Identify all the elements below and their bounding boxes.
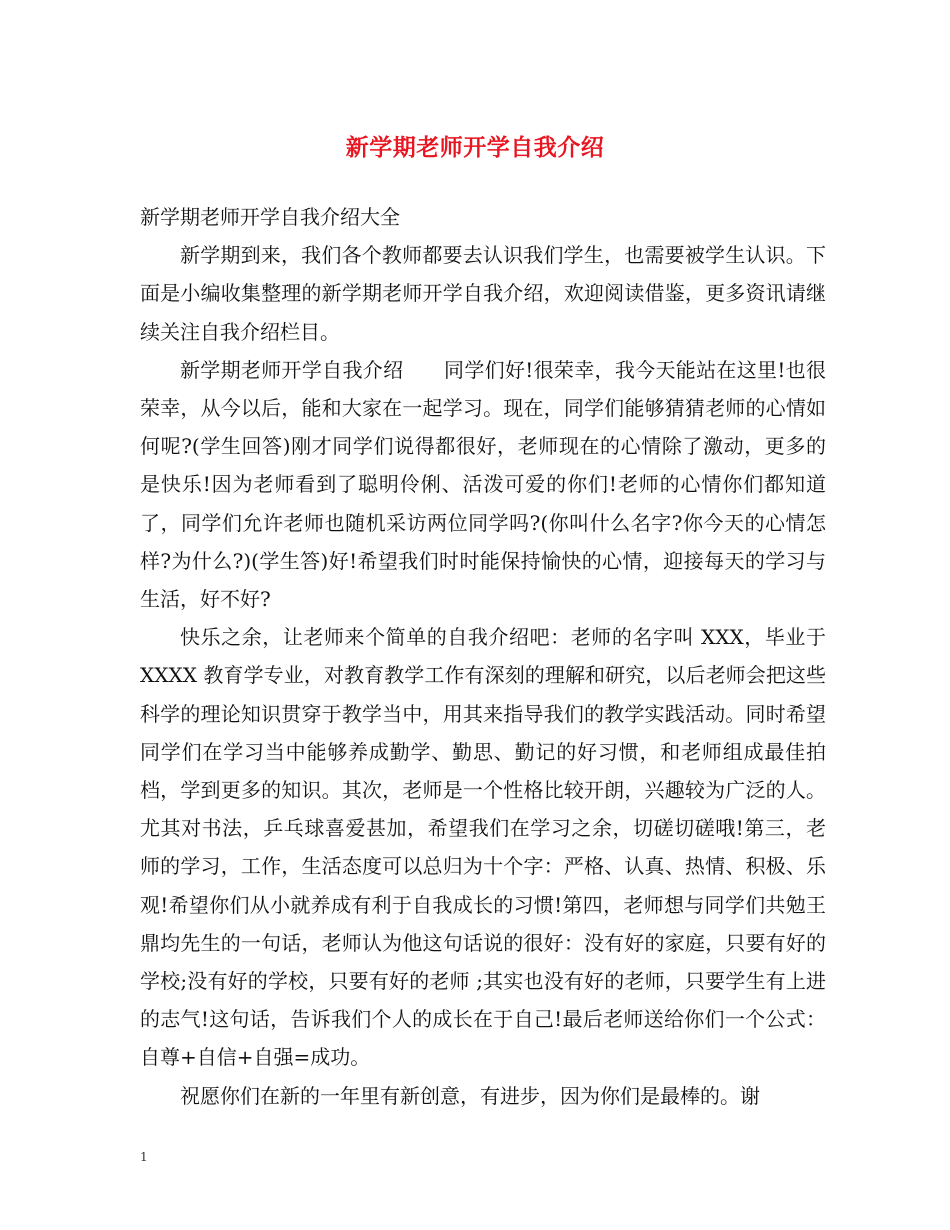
page-number: 1 xyxy=(140,1150,148,1164)
closing-paragraph: 祝愿你们在新的一年里有新创意，有进步，因为你们是最棒的。谢 xyxy=(180,1083,760,1108)
subtitle-paragraph: 新学期老师开学自我介绍大全 xyxy=(140,205,400,229)
document-title: 新学期老师开学自我介绍 xyxy=(345,134,605,161)
greeting-paragraph: 新学期老师开学自我介绍 同学们好!很荣幸，我今天能站在这里!也很荣幸，从今以后，能和大家在一起学习。现在，同学们能够猜猜老师的心情如何呢?(学生回答)刚才同学们说得都很好，老师现在的心情除了激动，更多的是快乐!因为老师看到了聪明伶俐、活泼可爱的你们!老师的心情你们都知道了，同学们允许老师也随机采访两位同学吗?(你叫什么名字?你今天的心情怎样?为什么?)(学生答)好!希望我们时时能保持愉快的心情，迎接每天的学习与生活，好不好? xyxy=(140,357,826,612)
self-introduction-paragraph: 快乐之余，让老师来个简单的自我介绍吧：老师的名字叫 XXX，毕业于 XXXX 教育学专业，对教育教学工作有深刻的理解和研究，以后老师会把这些科学的理论知识贯穿于教学当中，用其来指导我们的教学实践活动。同时希望同学们在学习当中能够养成勤学、勤思、勤记的好习惯，和老师组成最佳拍档，学到更多的知识。其次，老师是一个性格比较开朗，兴趣较为广泛的人。尤其对书法，乒乓球喜爱甚加，希望我们在学习之余，切磋切磋哦!第三，老师的学习，工作，生活态度可以总归为十个字：严格、认真、热情、积极、乐观!希望你们从小就养成有利于自我成长的习惯!第四，老师想与同学们共勉王鼎均先生的一句话，老师认为他这句话说的很好：没有好的家庭，只要有好的学校;没有好的学校，只要有好的老师 ;其实也没有好的老师，只要学生有上进的志气!这句话，告诉我们个人的成长在于自己!最后老师送给你们一个公式：自尊+自信+自强=成功。 xyxy=(140,625,826,1070)
intro-paragraph: 新学期到来，我们各个教师都要去认识我们学生，也需要被学生认识。下面是小编收集整理的新学期老师开学自我介绍，欢迎阅读借鉴，更多资讯请继续关注自我介绍栏目。 xyxy=(140,243,826,344)
document-body xyxy=(140,198,826,1115)
